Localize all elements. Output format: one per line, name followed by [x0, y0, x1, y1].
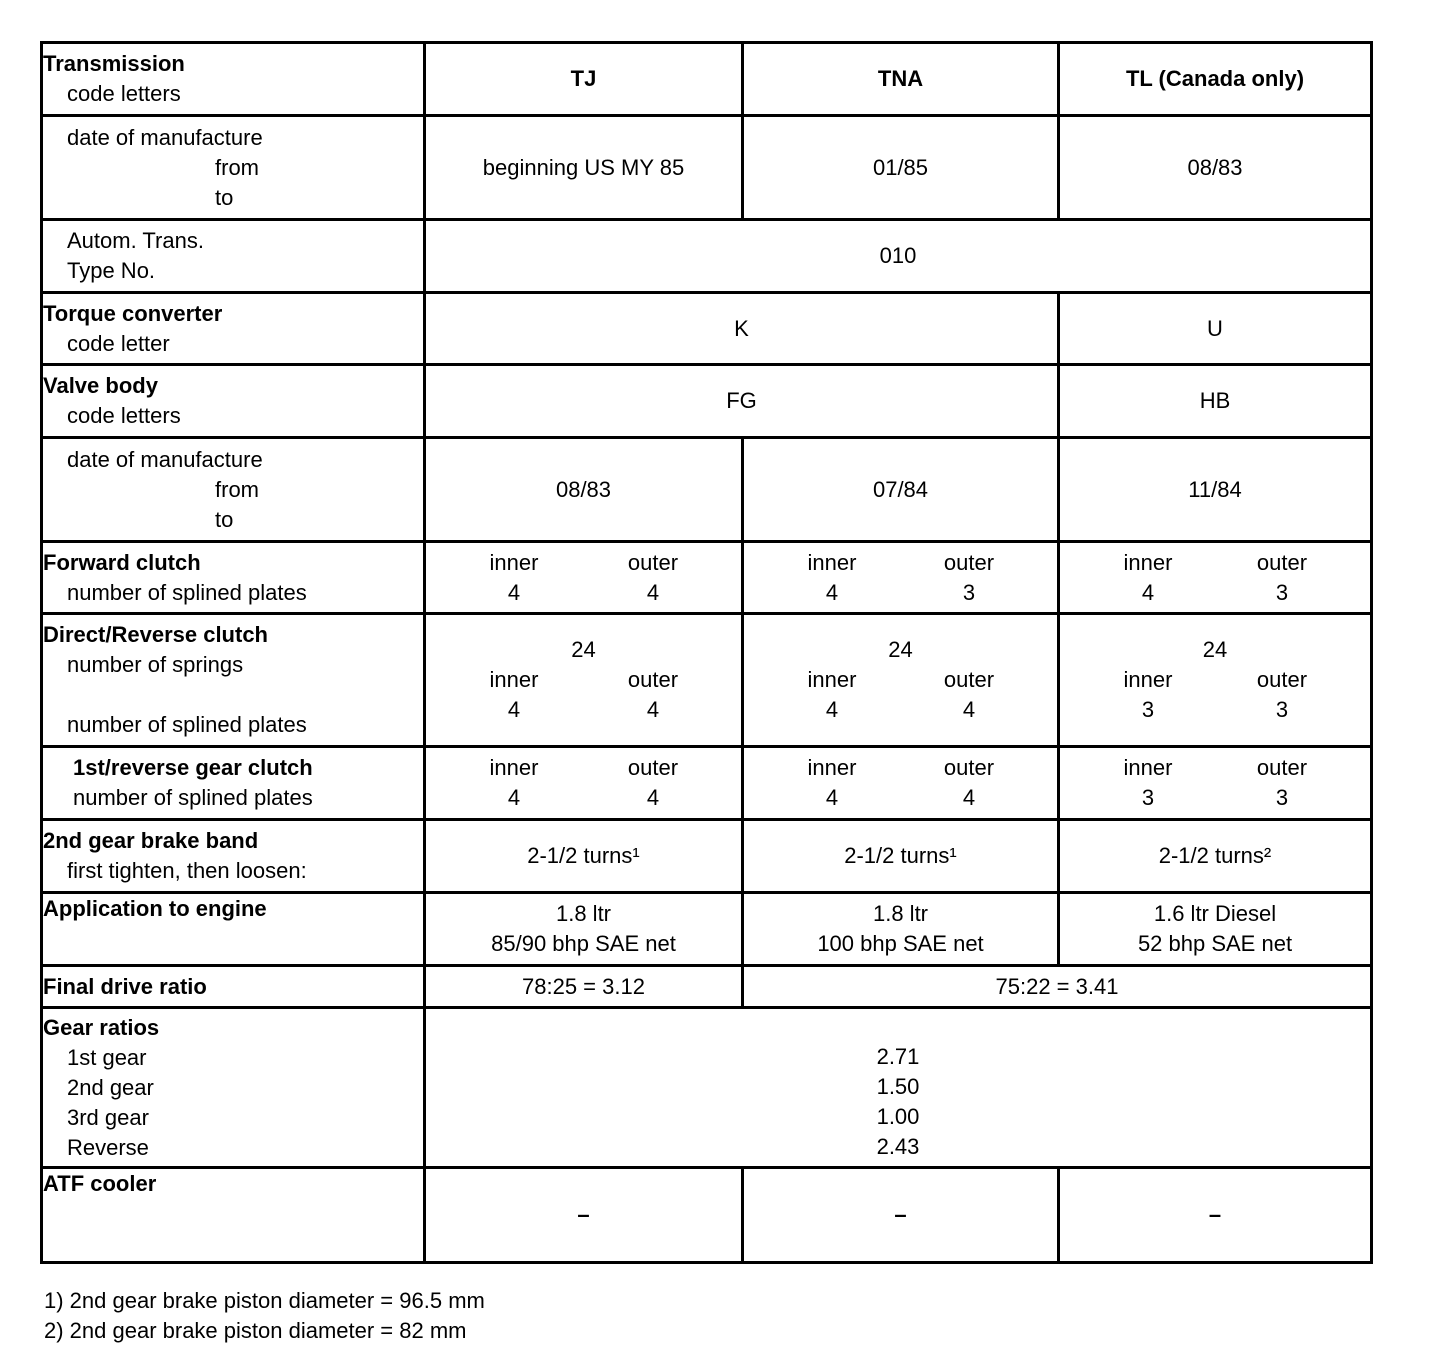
outer-value: 4 [646, 697, 660, 722]
transmission-subtitle: code letters [67, 81, 181, 106]
inner-value: 4 [507, 785, 521, 810]
gear-value-reverse: 2.43 [876, 1133, 920, 1159]
autom-type-line2: Type No. [67, 258, 156, 283]
direct-reverse-title: Direct/Reverse clutch [43, 622, 268, 647]
first-reverse-title: 1st/reverse gear clutch [73, 755, 313, 780]
gear-ratios-label [42, 1008, 425, 1168]
application-tj [425, 893, 743, 966]
application-line1: 1.8 ltr [872, 901, 929, 926]
outer-value: 4 [962, 697, 976, 722]
first-reverse-subtitle: number of splined plates [73, 785, 313, 810]
date-from-text: from [215, 154, 259, 180]
header-col-tna: TNA [743, 43, 1059, 116]
inner-value: 4 [1141, 579, 1155, 605]
valve-body-label [42, 365, 425, 438]
final-drive-tna-tl: 75:22 = 3.41 [743, 966, 1372, 1008]
torque-converter-label [42, 293, 425, 365]
outer-label: outer [627, 667, 679, 692]
gear-label-1st: 1st gear [67, 1044, 147, 1070]
application-line2: 85/90 bhp SAE net [491, 931, 676, 956]
valve-date-label-text: date of manufacture [67, 446, 263, 472]
outer-value: 3 [1275, 697, 1289, 722]
direct-reverse-plates-label: number of splined plates [67, 712, 307, 737]
row-brake-band [42, 820, 1372, 893]
springs-value: 24 [1202, 637, 1228, 662]
forward-clutch-label [42, 542, 425, 614]
transmission-label [42, 43, 425, 116]
date-label-text: date of manufacture [67, 124, 263, 150]
outer-label: outer [1256, 667, 1308, 692]
inner-label: inner [807, 549, 857, 575]
row-first-reverse-clutch [42, 747, 1372, 820]
valve-date-tna: 07/84 [743, 438, 1059, 542]
gear-ratios-title: Gear ratios [43, 1014, 160, 1040]
header-col-tj: TJ [425, 43, 743, 116]
autom-type-label [42, 220, 425, 293]
row-autom-type [42, 220, 1372, 293]
application-line2: 52 bhp SAE net [1137, 931, 1293, 956]
direct-reverse-springs-label: number of springs [67, 652, 244, 677]
outer-label: outer [627, 549, 679, 575]
valve-body-tj-tna: FG [425, 365, 1059, 438]
torque-converter-title: Torque converter [43, 300, 223, 326]
outer-label: outer [943, 667, 995, 692]
atf-cooler-tl: – [1059, 1168, 1372, 1263]
footnote-2: 2) 2nd gear brake piston diameter = 82 mm [44, 1318, 467, 1343]
inner-value: 4 [507, 579, 521, 605]
gear-value-1st: 2.71 [876, 1043, 920, 1069]
torque-converter-tl: U [1059, 293, 1372, 365]
valve-date-tl: 11/84 [1059, 438, 1372, 542]
transmission-date-tna: 01/85 [743, 116, 1059, 220]
application-tna [743, 893, 1059, 966]
application-title: Application to engine [43, 896, 267, 921]
outer-value: 3 [1275, 579, 1289, 605]
gear-ratios-values [425, 1008, 1372, 1168]
transmission-title: Transmission [43, 51, 185, 76]
atf-cooler-title: ATF cooler [43, 1171, 157, 1196]
atf-cooler-tna: – [743, 1168, 1059, 1263]
brake-band-label [42, 820, 425, 893]
inner-value: 4 [825, 697, 839, 722]
springs-value: 24 [571, 637, 596, 662]
footnotes [44, 1286, 485, 1346]
final-drive-title: Final drive ratio [43, 973, 207, 999]
outer-value: 3 [1275, 785, 1289, 810]
outer-label: outer [627, 755, 679, 780]
inner-value: 3 [1141, 697, 1155, 722]
application-line1: 1.8 ltr [555, 901, 612, 926]
row-atf-cooler [42, 1168, 1372, 1263]
transmission-spec-table [40, 41, 1373, 1264]
inner-value: 4 [507, 697, 521, 722]
valve-body-subtitle: code letters [67, 403, 181, 428]
valve-body-tl: HB [1059, 365, 1372, 438]
direct-reverse-label [42, 614, 425, 747]
outer-label: outer [1256, 549, 1308, 575]
row-transmission-date [42, 116, 1372, 220]
application-line2: 100 bhp SAE net [817, 931, 984, 956]
direct-reverse-tj [425, 614, 743, 747]
row-direct-reverse-clutch [42, 614, 1372, 747]
brake-band-tl: 2-1/2 turns² [1059, 820, 1372, 893]
date-to-text: to [215, 184, 234, 210]
row-final-drive [42, 966, 1372, 1008]
gear-label-reverse: Reverse [67, 1134, 149, 1160]
inner-value: 4 [825, 785, 839, 810]
forward-clutch-subtitle: number of splined plates [67, 579, 307, 605]
first-reverse-tj [425, 747, 743, 820]
first-reverse-label [42, 747, 425, 820]
valve-body-title: Valve body [43, 373, 158, 398]
footnote-1: 1) 2nd gear brake piston diameter = 96.5 mm [44, 1288, 485, 1313]
brake-band-subtitle: first tighten, then loosen: [67, 858, 307, 883]
gear-label-2nd: 2nd gear [67, 1074, 154, 1100]
brake-band-title: 2nd gear brake band [43, 828, 259, 853]
outer-value: 3 [962, 579, 976, 605]
first-reverse-tl [1059, 747, 1372, 820]
transmission-date-tl: 08/83 [1059, 116, 1372, 220]
outer-value: 4 [962, 785, 976, 810]
application-tl [1059, 893, 1372, 966]
valve-date-tj: 08/83 [425, 438, 743, 542]
valve-date-from-text: from [215, 476, 259, 502]
gear-value-3rd: 1.00 [876, 1103, 920, 1129]
inner-label: inner [489, 755, 539, 780]
inner-label: inner [807, 755, 857, 780]
autom-type-value: 010 [425, 220, 1372, 293]
forward-clutch-tna [743, 542, 1059, 614]
outer-value: 4 [646, 785, 660, 810]
valve-date-label [42, 438, 425, 542]
inner-value: 3 [1141, 785, 1155, 810]
inner-label: inner [1123, 755, 1173, 780]
inner-label: inner [489, 549, 539, 575]
outer-label: outer [943, 755, 995, 780]
inner-label: inner [1123, 549, 1173, 575]
atf-cooler-tj: – [425, 1168, 743, 1263]
gear-value-2nd: 1.50 [876, 1073, 920, 1099]
row-transmission [42, 43, 1372, 116]
forward-clutch-tj [425, 542, 743, 614]
torque-converter-tj-tna: K [425, 293, 1059, 365]
forward-clutch-title: Forward clutch [43, 549, 201, 575]
first-reverse-tna [743, 747, 1059, 820]
brake-band-tj: 2-1/2 turns¹ [425, 820, 743, 893]
atf-cooler-label [42, 1168, 425, 1263]
autom-type-line1: Autom. Trans. [67, 228, 204, 253]
row-torque-converter [42, 293, 1372, 365]
gear-label-3rd: 3rd gear [67, 1104, 149, 1130]
valve-date-to-text: to [215, 506, 234, 532]
application-line1: 1.6 ltr Diesel [1153, 901, 1277, 926]
row-forward-clutch [42, 542, 1372, 614]
application-label [42, 893, 425, 966]
final-drive-tj: 78:25 = 3.12 [425, 966, 743, 1008]
row-valve-body [42, 365, 1372, 438]
transmission-date-label [42, 116, 425, 220]
header-col-tl: TL (Canada only) [1059, 43, 1372, 116]
forward-clutch-tl [1059, 542, 1372, 614]
outer-label: outer [943, 549, 995, 575]
final-drive-label [42, 966, 425, 1008]
row-gear-ratios [42, 1008, 1372, 1168]
brake-band-tna: 2-1/2 turns¹ [743, 820, 1059, 893]
torque-converter-subtitle: code letter [67, 330, 170, 356]
direct-reverse-tl [1059, 614, 1372, 747]
transmission-date-tj: beginning US MY 85 [425, 116, 743, 220]
direct-reverse-tna [743, 614, 1059, 747]
inner-label: inner [489, 667, 539, 692]
outer-label: outer [1256, 755, 1308, 780]
row-application [42, 893, 1372, 966]
inner-label: inner [807, 667, 857, 692]
outer-value: 4 [646, 579, 660, 605]
row-valve-date [42, 438, 1372, 542]
inner-label: inner [1123, 667, 1173, 692]
springs-value: 24 [888, 637, 913, 662]
inner-value: 4 [825, 579, 839, 605]
